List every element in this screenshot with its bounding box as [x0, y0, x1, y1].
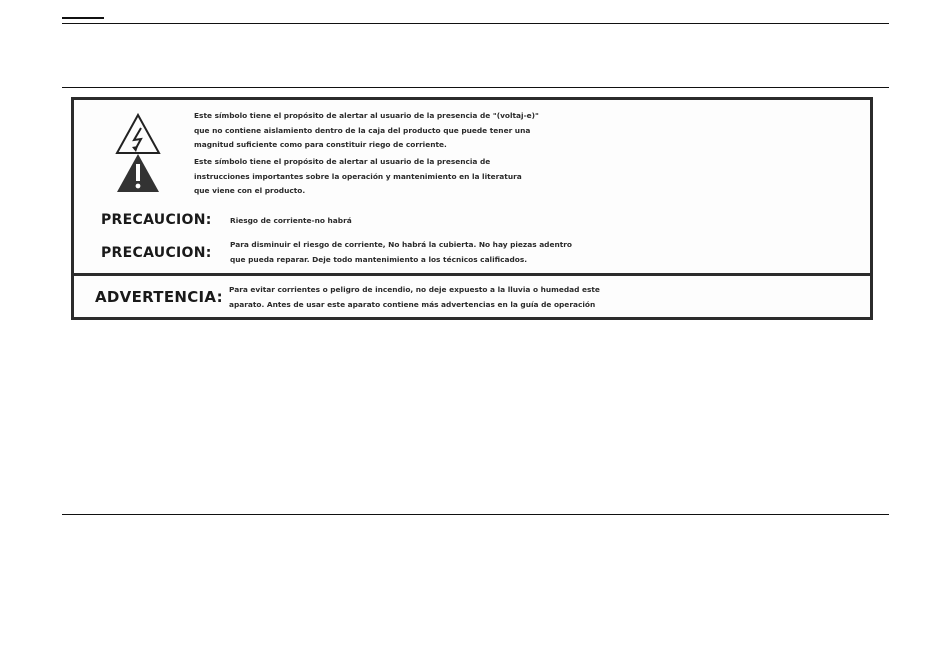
instructions-line: que viene con el producto.: [194, 186, 306, 195]
caution-label: PRECAUCION:: [101, 245, 212, 261]
instructions-line: instrucciones importantes sobre la operación y mantenimiento en la literatura: [194, 171, 522, 181]
exclamation-warning-icon: [115, 152, 161, 194]
warning-line: aparato. Antes de usar este aparato contiene más advertencias en la guía de operación: [229, 299, 596, 309]
caution-repair-text: [230, 238, 572, 267]
caution-text: Riesgo de corriente-no habrá: [230, 216, 352, 225]
warning-text: [229, 283, 600, 312]
warning-line: Para evitar corrientes o peligro de incendio, no deje expuesto a la lluvia o humedad este: [229, 285, 600, 294]
section-rule: [62, 87, 889, 88]
lightning-warning-icon: [114, 112, 162, 156]
caution-label: PRECAUCION:: [101, 212, 212, 228]
shock-line: Este símbolo tiene el propósito de alertar al usuario de la presencia de "(voltaj-e)": [194, 111, 539, 120]
shock-line: que no contiene aislamiento dentro de la caja del producto que puede tener una: [194, 125, 531, 135]
instructions-text: [194, 155, 522, 199]
shock-hazard-text: [194, 109, 539, 153]
header-rule: [62, 23, 889, 24]
caution-repair-line: Para disminuir el riesgo de corriente, No habrá la cubierta. No hay piezas adentro: [230, 240, 572, 249]
panel-divider: [74, 273, 870, 276]
warning-label: ADVERTENCIA:: [95, 288, 223, 306]
footer-rule: [62, 514, 889, 515]
shock-line: magnitud suficiente como para constituir riego de corriente.: [194, 140, 447, 149]
caution-repair-line: que pueda reparar. Deje todo mantenimiento a los técnicos calificados.: [230, 254, 528, 264]
top-short-rule: [62, 17, 104, 19]
instructions-line: Este símbolo tiene el propósito de alertar al usuario de la presencia de: [194, 157, 491, 166]
safety-notice-panel: [71, 97, 873, 320]
